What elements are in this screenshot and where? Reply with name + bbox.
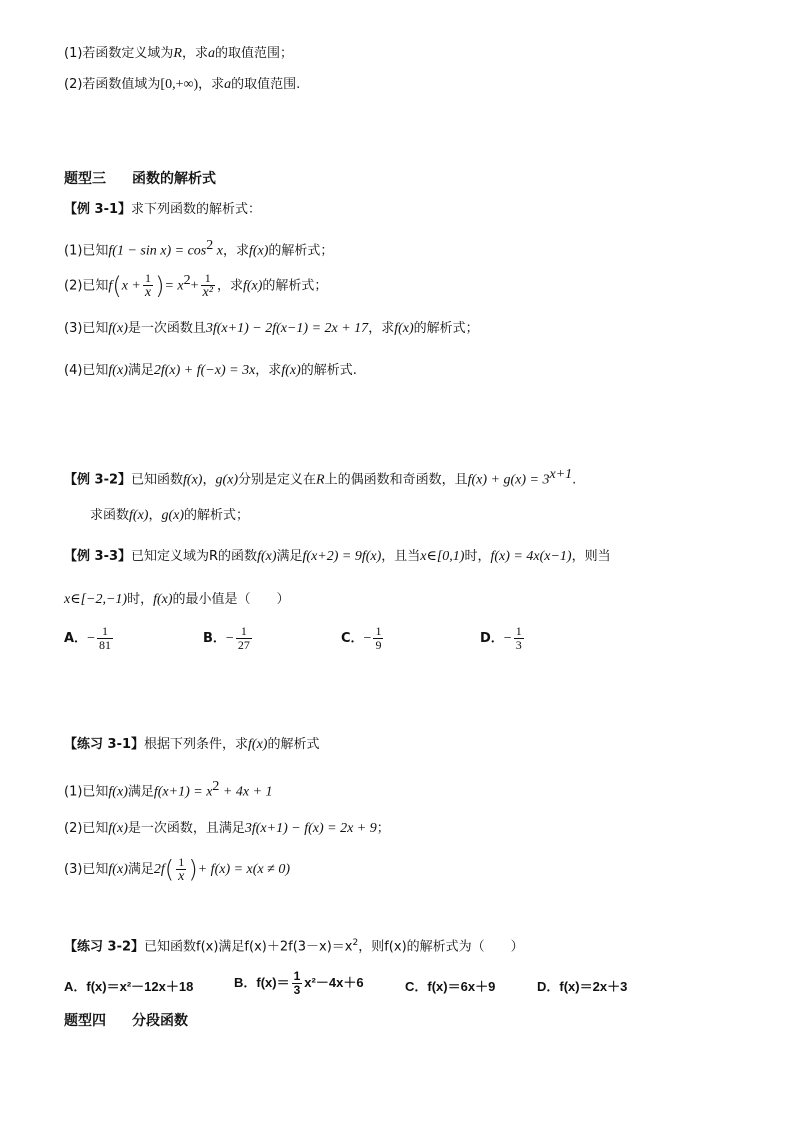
text: 的解析式 <box>267 737 320 752</box>
option-c[interactable] <box>341 625 385 652</box>
fraction <box>143 272 153 299</box>
math-sup: 2 <box>352 938 359 948</box>
numerator: 1 <box>375 624 382 638</box>
math-rhs: = x <box>164 278 184 294</box>
math-sup: x+1 <box>549 467 573 482</box>
option-sign: − <box>363 631 372 646</box>
math-eq: f(x) = 4x(x−1) <box>490 549 572 564</box>
text: 求下列函数的解析式： <box>131 202 262 217</box>
numerator: 1 <box>97 625 113 639</box>
text: 根据下列条件，求 <box>144 737 249 752</box>
example-tag: 【例 3-3】 <box>64 549 132 564</box>
text: (1)若函数定义域为 <box>64 46 174 61</box>
option-label: D． <box>537 979 560 994</box>
text: ，求 <box>255 363 282 378</box>
math-gx: g(x) <box>215 472 239 488</box>
text: ，则f(x)的解析式为（ ） <box>358 939 524 955</box>
math-x: x + <box>121 278 141 294</box>
practice-tag: 【练习 3-2】 <box>64 939 145 955</box>
math-sup: 2 <box>183 273 191 288</box>
example-3-1-q4 <box>64 362 357 380</box>
text: 的最小值是（ ） <box>172 592 290 607</box>
fraction <box>97 625 113 652</box>
text: (1)已知 <box>64 243 109 259</box>
math-fx: f(x) <box>242 278 263 294</box>
text: ，求 <box>222 243 249 259</box>
text: 已知函数 <box>131 472 184 488</box>
math-fx: f(x) <box>281 363 301 378</box>
paren-open: ( <box>112 271 122 300</box>
section-title-3 <box>64 170 216 188</box>
math-cond: x∈[−2,−1) <box>64 592 128 607</box>
text: 满足 <box>127 363 154 378</box>
text: 上的偶函数和奇函数，且 <box>324 472 468 488</box>
text: (2)已知 <box>64 821 109 836</box>
option-a[interactable] <box>64 976 193 995</box>
numerator: 1 <box>143 272 153 286</box>
math-a: a <box>224 77 232 92</box>
practice-3-2 <box>64 934 524 956</box>
text: 满足 <box>127 862 154 877</box>
text: 的解析式； <box>184 508 250 523</box>
math-fx: f(x) <box>394 321 414 336</box>
math-fx: f(x) <box>257 549 277 564</box>
math-fx: f(x) <box>108 821 128 836</box>
math-fx: f(x) <box>108 363 128 378</box>
text: (3)已知 <box>64 321 109 336</box>
math-f: f <box>108 278 113 294</box>
text: 时， <box>127 592 154 607</box>
option-text: f(x)＝2x＋3 <box>559 979 628 994</box>
text: 满足 <box>127 784 154 800</box>
option-label: C． <box>405 979 428 994</box>
text: 分别是定义在 <box>238 472 317 488</box>
option-text: f(x)＝x²－12x＋18 <box>86 979 194 994</box>
denominator: 3 <box>293 983 301 997</box>
math-plus: + <box>190 278 199 294</box>
example-tag: 【例 3-2】 <box>64 472 132 488</box>
math-x: x <box>213 243 223 259</box>
example-3-1-q3 <box>64 320 479 338</box>
denominator: x² <box>202 285 213 301</box>
option-sign: − <box>503 631 512 646</box>
math-fx: f(x) <box>183 472 203 488</box>
option-label: A． <box>64 631 88 646</box>
math-fx: f(x) <box>108 862 128 877</box>
fraction <box>236 625 252 652</box>
text: 满足 <box>276 549 303 564</box>
text: ， <box>202 472 216 488</box>
fraction <box>292 970 303 997</box>
question-2-line <box>64 76 300 94</box>
math-eq: f(x) + g(x) = 3 <box>467 472 550 488</box>
math-eq: f(x+1) = x <box>153 784 213 800</box>
option-pre: f(x)＝ <box>256 974 290 990</box>
denominator: 81 <box>98 638 111 652</box>
option-label: D． <box>480 631 504 646</box>
text: 是一次函数，且满足 <box>127 821 245 836</box>
denominator: 27 <box>237 638 250 652</box>
text: (4)已知 <box>64 363 109 378</box>
text: 的解析式； <box>262 278 328 294</box>
numerator: 1 <box>236 625 252 639</box>
text: ，且当 <box>381 549 421 564</box>
text: ，求 <box>198 77 225 92</box>
math-gx: g(x) <box>161 508 185 523</box>
numerator: 1 <box>293 969 301 983</box>
text: (2)若函数值域为 <box>64 77 161 92</box>
math-2f: 2f <box>153 862 165 877</box>
text: 求函数 <box>90 508 130 523</box>
practice-3-1-q1 <box>64 778 273 801</box>
text: 的取值范围. <box>231 77 301 92</box>
math-eq: f(x+2) = 9f(x) <box>302 549 382 564</box>
option-sign: − <box>225 631 234 646</box>
denominator: x <box>178 869 185 884</box>
text: 的取值范围； <box>215 46 294 61</box>
math-eq: f(1 − sin x) = cos <box>108 243 207 259</box>
math-sup: 2 <box>212 779 220 794</box>
option-a[interactable] <box>64 625 115 652</box>
option-d[interactable] <box>480 625 526 652</box>
text: 的解析式. <box>300 363 357 378</box>
fraction <box>201 272 215 299</box>
section-title-4 <box>64 1012 188 1030</box>
numerator: 1 <box>201 272 215 286</box>
section-name: 函数的解析式 <box>132 171 216 187</box>
example-3-1-intro <box>64 201 261 219</box>
paren-close: ) <box>155 271 165 300</box>
text: ，求 <box>216 278 243 294</box>
practice-3-1-q3 <box>64 856 290 883</box>
example-3-2 <box>64 466 576 489</box>
math-fx: f(x) <box>248 243 269 259</box>
example-3-1-q2 <box>64 272 327 299</box>
text: 时， <box>464 549 491 564</box>
math-a: a <box>208 46 215 61</box>
text: . <box>572 472 577 488</box>
section-label: 题型四 <box>64 1013 106 1029</box>
question-1-line <box>64 45 293 63</box>
fraction <box>176 856 186 883</box>
paren-open: ( <box>164 855 175 884</box>
denominator: x <box>144 285 152 301</box>
math-fx: f(x) <box>153 592 173 607</box>
text: 的解析式； <box>268 243 334 259</box>
math-fx: f(x) <box>108 784 128 800</box>
text: (1)已知 <box>64 784 109 800</box>
option-label: A． <box>64 979 87 994</box>
option-text: x²－4x＋6 <box>304 974 364 990</box>
math-fx: f(x) <box>108 321 128 336</box>
paren-close: ) <box>188 855 198 884</box>
math-range: [0,+∞) <box>160 77 199 92</box>
math-R: R <box>316 472 325 488</box>
option-label: B． <box>234 974 257 990</box>
text: ，则当 <box>571 549 611 564</box>
option-c[interactable] <box>405 976 495 995</box>
fraction <box>373 625 383 652</box>
math-eq: 3f(x+1) − 2f(x−1) = 2x + 17 <box>205 321 369 336</box>
option-sign: − <box>87 631 95 646</box>
text: 的解析式； <box>413 321 479 336</box>
text: ， <box>148 508 162 523</box>
practice-tag: 【练习 3-1】 <box>64 737 145 752</box>
math-fx: f(x) <box>129 508 149 523</box>
text: 已知函数f(x)满足f(x)＋2f(3－x)＝x <box>144 939 353 955</box>
option-label: B． <box>203 631 226 646</box>
example-3-3-line2 <box>64 591 290 609</box>
example-tag: 【例 3-1】 <box>64 202 132 217</box>
text: ，求 <box>181 46 208 61</box>
option-b[interactable] <box>234 970 364 997</box>
section-name: 分段函数 <box>132 1013 188 1029</box>
option-d[interactable] <box>537 976 627 995</box>
math-eq: 3f(x+1) − f(x) = 2x + 9 <box>244 821 377 836</box>
text: ，求 <box>368 321 395 336</box>
numerator: 1 <box>176 856 186 870</box>
math-cond: x∈[0,1) <box>420 549 465 564</box>
option-text: f(x)＝6x＋9 <box>427 979 496 994</box>
math-sup: 2 <box>206 238 214 253</box>
practice-3-1-q2 <box>64 820 390 838</box>
denominator: 9 <box>375 638 382 652</box>
math-R: R <box>173 46 182 61</box>
math-rest: + f(x) = x(x ≠ 0) <box>197 862 290 877</box>
practice-3-1-intro <box>64 736 319 754</box>
math-rest: + 4x + 1 <box>219 784 273 800</box>
text: ； <box>376 821 390 836</box>
text: (3)已知 <box>64 862 109 877</box>
section-label: 题型三 <box>64 171 106 187</box>
math-eq: 2f(x) + f(−x) = 3x <box>153 363 256 378</box>
text: 是一次函数且 <box>127 321 206 336</box>
text: 已知定义域为R的函数 <box>131 549 258 564</box>
fraction <box>514 625 524 652</box>
text: (2)已知 <box>64 278 109 294</box>
option-label: C． <box>341 631 364 646</box>
option-b[interactable] <box>203 625 254 652</box>
denominator: 3 <box>515 638 522 652</box>
math-fx: f(x) <box>248 737 268 752</box>
example-3-1-q1 <box>64 237 333 260</box>
numerator: 1 <box>515 624 522 638</box>
example-3-2-question <box>90 507 249 525</box>
example-3-3 <box>64 548 611 566</box>
